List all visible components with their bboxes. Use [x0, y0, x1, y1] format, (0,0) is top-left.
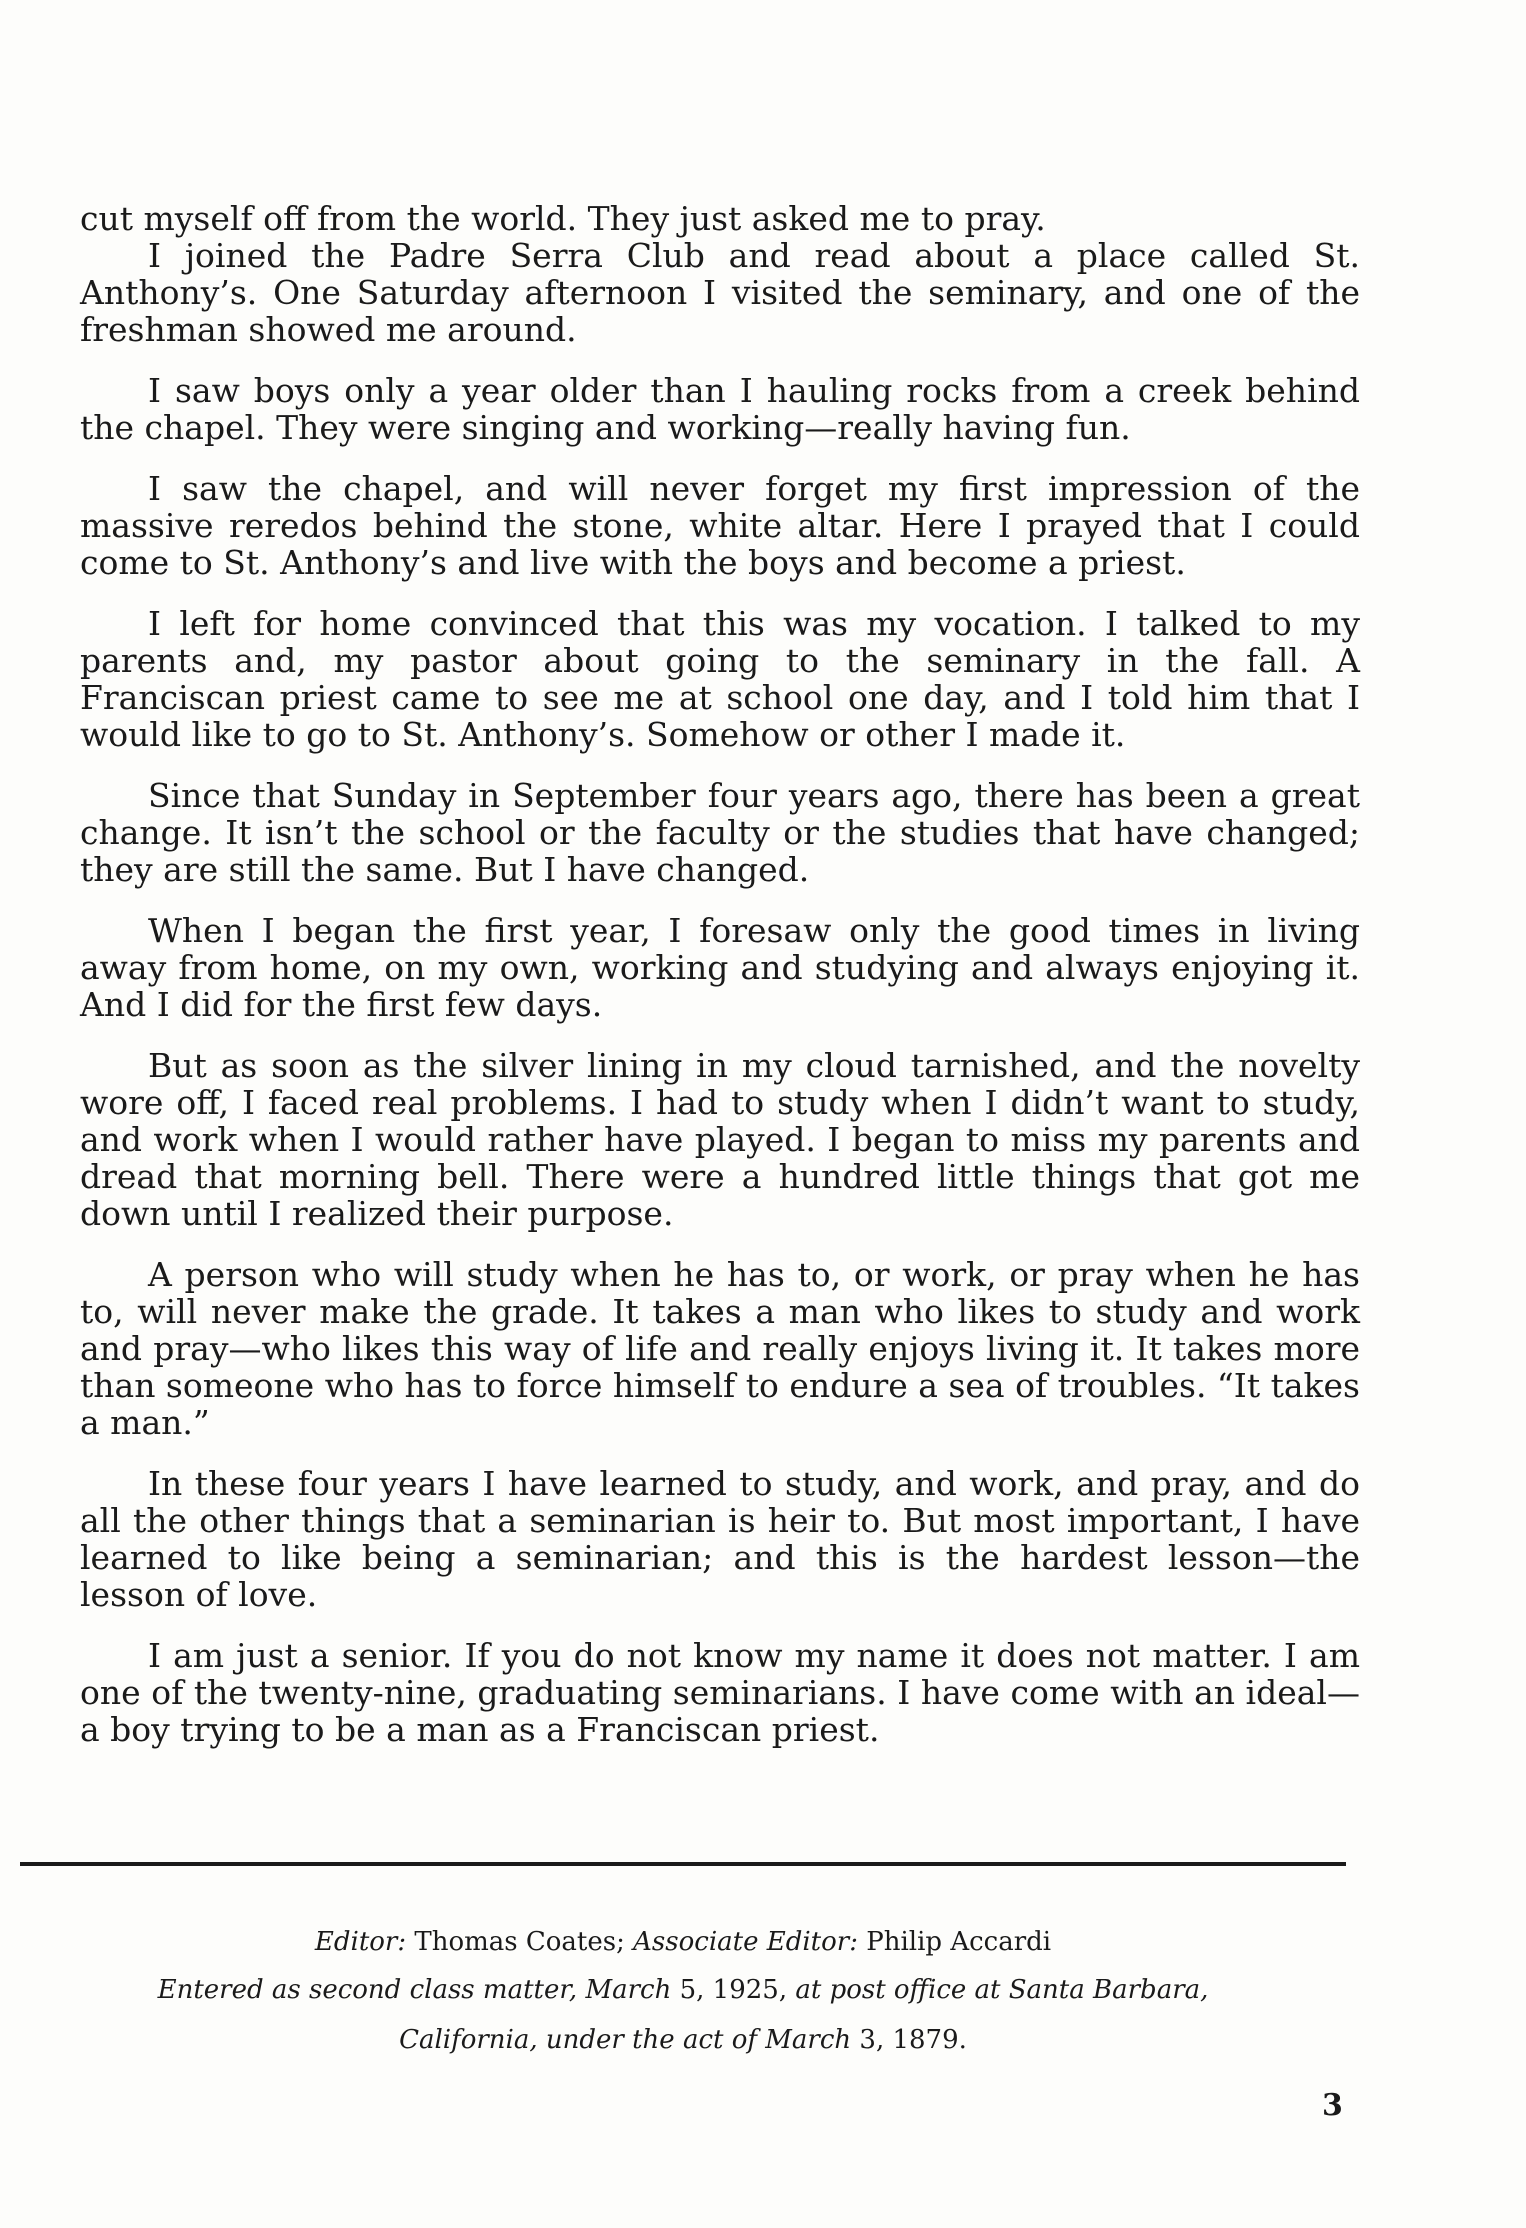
associate-editor-name: Philip Accardi	[866, 1927, 1052, 1957]
paragraph: I left for home convinced that this was my vocation. I talked to my parents and, my pastor about going to the seminary in the fall. A Franciscan priest came to see me at school one day, and I told him that I would like to go to St. Anthony’s. Somehow or other I made it.	[80, 604, 1360, 754]
paragraph: In these four years I have learned to study, and work, and pray, and do all the other things that a seminarian is heir to. But most important, I have learned to like being a seminarian; and this is the hardest lesson—the lesson of love.	[80, 1464, 1360, 1614]
entry-date: 3, 1879.	[859, 2025, 967, 2055]
article-body	[80, 200, 1360, 1772]
paragraph: When I began the first year, I foresaw only the good times in living away from home, on my own, working and studying and always enjoying it. And I did for the first few days.	[80, 911, 1360, 1024]
page-number: 3	[1322, 2088, 1343, 2123]
entry-date: 5, 1925,	[679, 1975, 788, 2005]
horizontal-divider	[20, 1862, 1346, 1866]
entry-text: at post office at Santa Barbara,	[795, 1975, 1209, 2005]
entry-line-1	[20, 1966, 1346, 2014]
entry-text: California, under the act of March	[399, 2025, 852, 2055]
paragraph: I joined the Padre Serra Club and read about a place called St. Anthony’s. One Saturday afternoon I visited the seminary, and one of the freshman showed me around.	[80, 236, 1360, 349]
editor-name: Thomas Coates;	[414, 1927, 625, 1957]
entry-line-2	[20, 2016, 1346, 2064]
associate-editor-label: Associate Editor:	[633, 1927, 858, 1957]
editor-label: Editor:	[314, 1927, 407, 1957]
paragraph: I saw boys only a year older than I hauling rocks from a creek behind the chapel. They were singing and working—really having fun.	[80, 371, 1360, 447]
entry-text: Entered as second class matter, March	[157, 1975, 672, 2005]
paragraph: I saw the chapel, and will never forget my first impression of the massive reredos behind the stone, white altar. Here I prayed that I could come to St. Anthony’s and live with the boys and become a priest.	[80, 469, 1360, 582]
editor-line	[20, 1918, 1346, 1966]
paragraph: I am just a senior. If you do not know my name it does not matter. I am one of the twenty-nine, graduating seminarians. I have come with an ideal—a boy trying to be a man as a Franciscan priest.	[80, 1636, 1360, 1749]
paragraph: cut myself off from the world. They just asked me to pray.	[80, 199, 1046, 238]
paragraph: But as soon as the silver lining in my cloud tarnished, and the novelty wore off, I faced real problems. I had to study when I didn’t want to study, and work when I would rather have played. I began to miss my parents and dread that morning bell. There were a hundred little things that got me down until I realized their purpose.	[80, 1046, 1360, 1233]
paragraph: A person who will study when he has to, or work, or pray when he has to, will never make the grade. It takes a man who likes to study and work and pray—who likes this way of life and really enjoys living it. It takes more than someone who has to force himself to endure a sea of troubles. “It takes a man.”	[80, 1255, 1360, 1442]
paragraph: Since that Sunday in September four years ago, there has been a great change. It isn’t the school or the faculty or the studies that have changed; they are still the same. But I have changed.	[80, 776, 1360, 889]
